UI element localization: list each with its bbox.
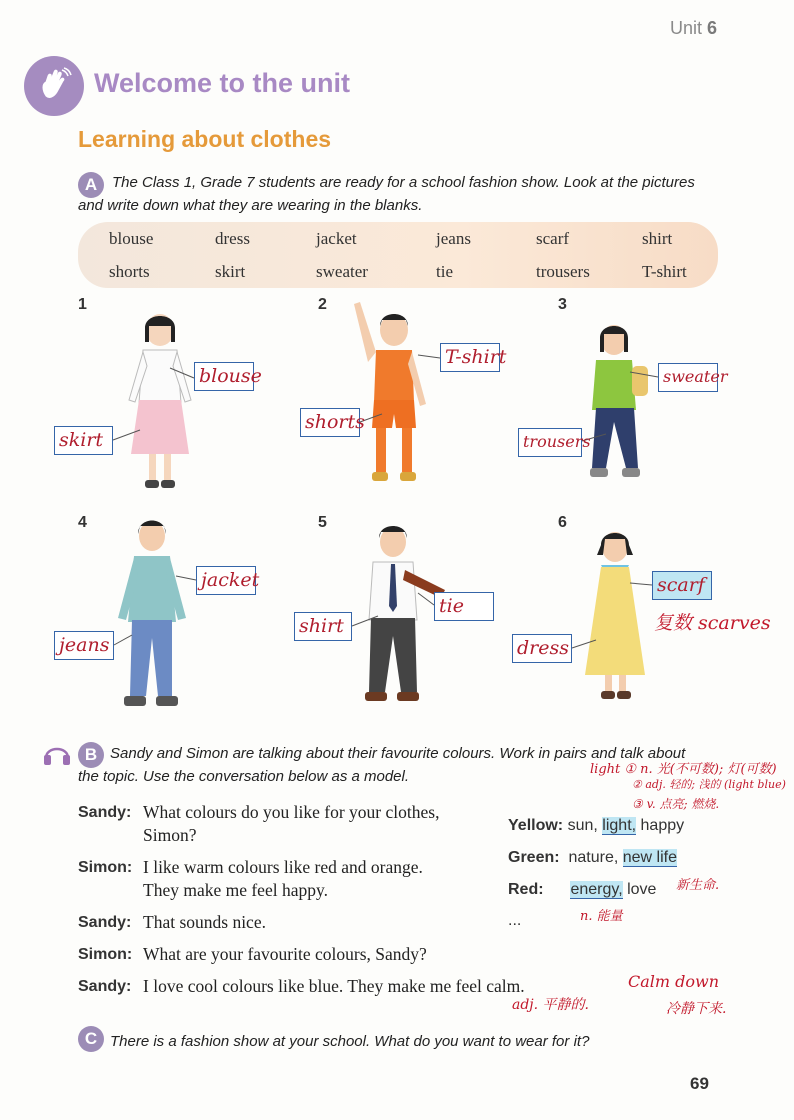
word-bank-item: T-shirt <box>642 262 687 281</box>
dialogue-line: Simon? <box>143 825 197 845</box>
headphones-icon <box>42 740 72 771</box>
word-bank-item: sweater <box>316 262 368 281</box>
colour-word: light, <box>602 817 637 834</box>
answer-box[interactable]: blouse <box>194 362 254 391</box>
colour-word: love <box>627 881 657 898</box>
colour-word: nature, <box>568 849 619 866</box>
dialogue-line: That sounds nice. <box>143 912 266 932</box>
speaker-name: Sandy: <box>78 914 132 931</box>
colour-row-yellow <box>508 817 684 835</box>
colour-name: Green: <box>508 849 560 866</box>
colour-word: sun, <box>567 817 598 834</box>
handwritten-note: 新生命. <box>676 878 720 893</box>
dialogue-line: I like warm colours like red and orange. <box>143 857 423 877</box>
page-number: 69 <box>690 1074 709 1093</box>
answer-box[interactable]: scarf <box>652 571 712 600</box>
dialogue-line: What colours do you like for your clothes, <box>143 802 440 822</box>
picture-number: 3 <box>558 296 567 313</box>
picture-number: 4 <box>78 514 87 531</box>
picture-number: 5 <box>318 514 327 531</box>
word-bank-item: trousers <box>536 262 590 281</box>
answer-box[interactable]: trousers <box>518 428 582 457</box>
answer-box[interactable]: T-shirt <box>440 343 500 372</box>
colour-word: new life <box>622 849 677 866</box>
page-title: Welcome to the unit <box>94 68 351 98</box>
speaker-name: Simon: <box>78 946 133 963</box>
word-bank-item: tie <box>436 262 453 281</box>
word-bank-item: jeans <box>436 229 471 248</box>
handwritten-note: Calm down <box>628 972 720 991</box>
word-bank-item: skirt <box>215 262 246 281</box>
answer-box[interactable]: shirt <box>294 612 352 641</box>
speaker-name: Sandy: <box>78 978 132 995</box>
handwritten-note: ② adj. 轻的; 浅的 (light blue) <box>632 778 786 791</box>
handwritten-note: adj. 平静的. <box>512 997 589 1013</box>
answer-box[interactable]: tie <box>434 592 494 621</box>
answer-box[interactable]: sweater <box>658 363 718 392</box>
handwritten-note: light ① n. 光(不可数); 灯(可数) <box>590 762 777 777</box>
dialogue-line: I love cool colours like blue. They make me feel calm. <box>143 976 525 996</box>
word-bank-item: blouse <box>109 229 154 248</box>
picture-number: 1 <box>78 296 87 313</box>
speaker-name: Simon: <box>78 859 133 876</box>
picture-number: 6 <box>558 514 567 531</box>
unit-word: Unit <box>670 18 703 38</box>
colour-name: Yellow: <box>508 817 564 834</box>
word-bank-item: jacket <box>316 229 357 248</box>
handwritten-note: 冷静下来. <box>666 1001 727 1017</box>
part-b-instruction: Sandy and Simon are talking about their favourite colours. Work in pairs and talk about the topic. Use the conversation below as a model. <box>78 745 686 785</box>
part-c-instruction: There is a fashion show at your school. What do you want to wear for it? <box>110 1033 590 1050</box>
handwritten-note-plural: 复数 scarves <box>654 612 771 634</box>
ellipsis: ... <box>508 912 522 929</box>
word-bank-item: scarf <box>536 229 570 248</box>
colour-word: happy <box>640 817 685 834</box>
part-c-badge: C <box>78 1026 104 1052</box>
handwritten-note: ③ v. 点亮; 燃烧. <box>632 797 720 811</box>
picture-number: 2 <box>318 296 327 313</box>
unit-number: 6 <box>707 18 718 38</box>
colour-name: Red: <box>508 881 544 898</box>
section-title: Learning about clothes <box>78 126 332 152</box>
part-a-instruction: The Class 1, Grade 7 students are ready for a school fashion show. Look at the pictures and write down what they are wearing in the blanks. <box>78 174 695 214</box>
word-bank-item: shirt <box>642 229 673 248</box>
colour-word: energy, <box>570 881 623 898</box>
answer-box[interactable]: skirt <box>54 426 113 455</box>
answer-box[interactable]: jeans <box>54 631 114 660</box>
dialogue-line: They make me feel happy. <box>143 880 328 900</box>
dialogue-line: What are your favourite colours, Sandy? <box>143 944 427 964</box>
word-bank-item: dress <box>215 229 250 248</box>
answer-box[interactable]: jacket <box>196 566 256 595</box>
answer-box[interactable]: dress <box>512 634 572 663</box>
colour-row-red <box>508 881 656 899</box>
speaker-name: Sandy: <box>78 804 132 821</box>
part-b-badge: B <box>78 742 104 768</box>
word-bank-item: shorts <box>109 262 150 281</box>
part-a-badge: A <box>78 172 104 198</box>
handwritten-note: n. 能量 <box>580 909 623 924</box>
colour-row-green <box>508 849 677 867</box>
answer-box[interactable]: shorts <box>300 408 360 437</box>
